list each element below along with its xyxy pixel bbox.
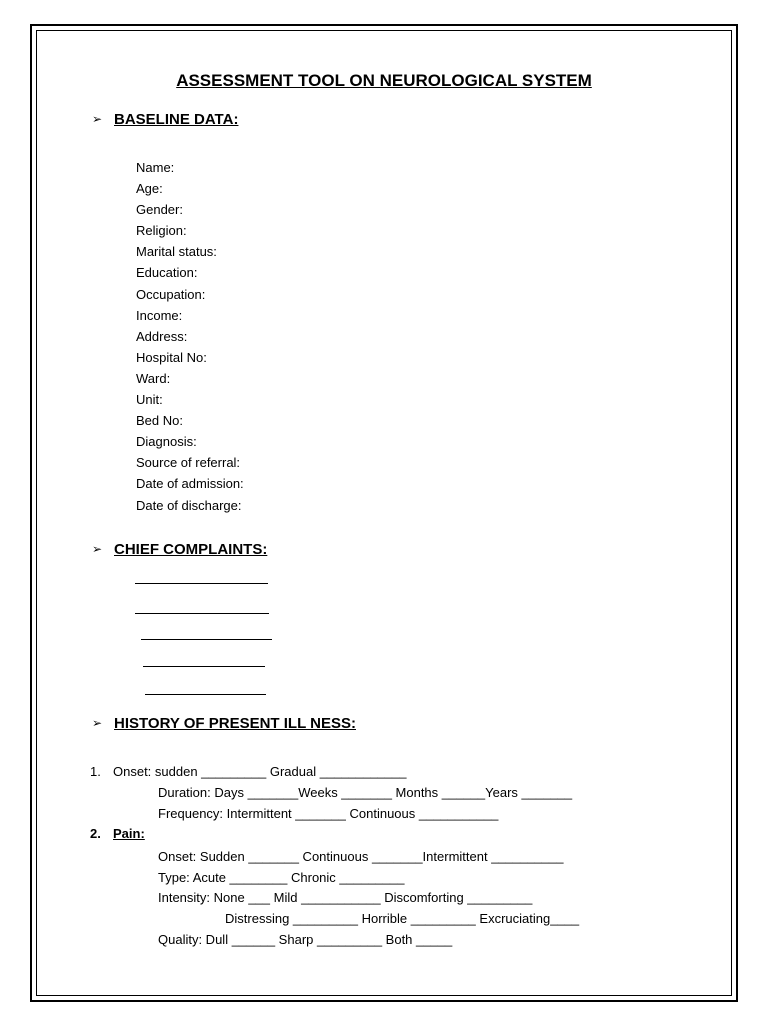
complaint-blank-line[interactable]	[135, 613, 269, 614]
field-ward: Ward:	[136, 370, 171, 386]
pain-label: Pain:	[113, 826, 145, 841]
onset-line: Onset: sudden _________ Gradual ____________	[113, 764, 407, 779]
field-marital-status: Marital status:	[136, 244, 217, 260]
section-heading: HISTORY OF PRESENT ILL NESS:	[114, 715, 356, 732]
arrow-bullet-icon: ➢	[92, 112, 103, 126]
history-item-2	[90, 826, 145, 842]
section-heading: CHIEF COMPLAINTS:	[114, 541, 268, 558]
arrow-bullet-icon: ➢	[92, 542, 103, 556]
field-income: Income:	[136, 307, 183, 323]
complaint-blank-line[interactable]	[141, 639, 272, 640]
baseline-field-list	[136, 157, 244, 516]
item-number: 1.	[90, 764, 101, 779]
field-name: Name:	[136, 160, 175, 175]
field-source-of-referral: Source of referral:	[136, 455, 241, 471]
frequency-line: Frequency: Intermittent _______ Continuous ___________	[158, 806, 499, 821]
complaint-blank-line[interactable]	[135, 583, 268, 584]
document-title: ASSESSMENT TOOL ON NEUROLOGICAL SYSTEM	[176, 71, 592, 90]
section-history-present-illness	[92, 715, 356, 732]
complaint-blank-line[interactable]	[143, 666, 265, 667]
pain-intensity-continued-line: Distressing _________ Horrible _________ Excruciating____	[225, 911, 580, 926]
field-hospital-no: Hospital No:	[136, 349, 207, 365]
field-date-of-discharge: Date of discharge:	[136, 497, 242, 513]
pain-quality-line: Quality: Dull ______ Sharp _________ Both _____	[158, 932, 453, 947]
item-number: 2.	[90, 826, 101, 841]
section-chief-complaints	[92, 541, 267, 558]
field-date-of-admission: Date of admission:	[136, 476, 244, 492]
field-education: Education:	[136, 265, 198, 281]
complaint-blank-line[interactable]	[145, 694, 266, 695]
duration-line: Duration: Days _______Weeks _______ Months ______Years _______	[158, 785, 573, 800]
field-age: Age:	[136, 181, 163, 197]
pain-onset-line: Onset: Sudden _______ Continuous _______Intermittent __________	[158, 849, 564, 864]
field-address: Address:	[136, 328, 188, 344]
section-heading: BASELINE DATA:	[114, 111, 239, 128]
field-unit: Unit:	[136, 392, 163, 408]
history-item-1	[90, 764, 407, 780]
field-occupation: Occupation:	[136, 286, 206, 302]
pain-type-line: Type: Acute ________ Chronic _________	[158, 870, 405, 885]
pain-intensity-line: Intensity: None ___ Mild ___________ Discomforting _________	[158, 890, 533, 905]
field-bed-no: Bed No:	[136, 413, 183, 429]
field-religion: Religion:	[136, 223, 187, 239]
field-gender: Gender:	[136, 202, 183, 218]
section-baseline-data	[92, 111, 238, 128]
field-diagnosis: Diagnosis:	[136, 434, 197, 450]
arrow-bullet-icon: ➢	[92, 716, 103, 730]
